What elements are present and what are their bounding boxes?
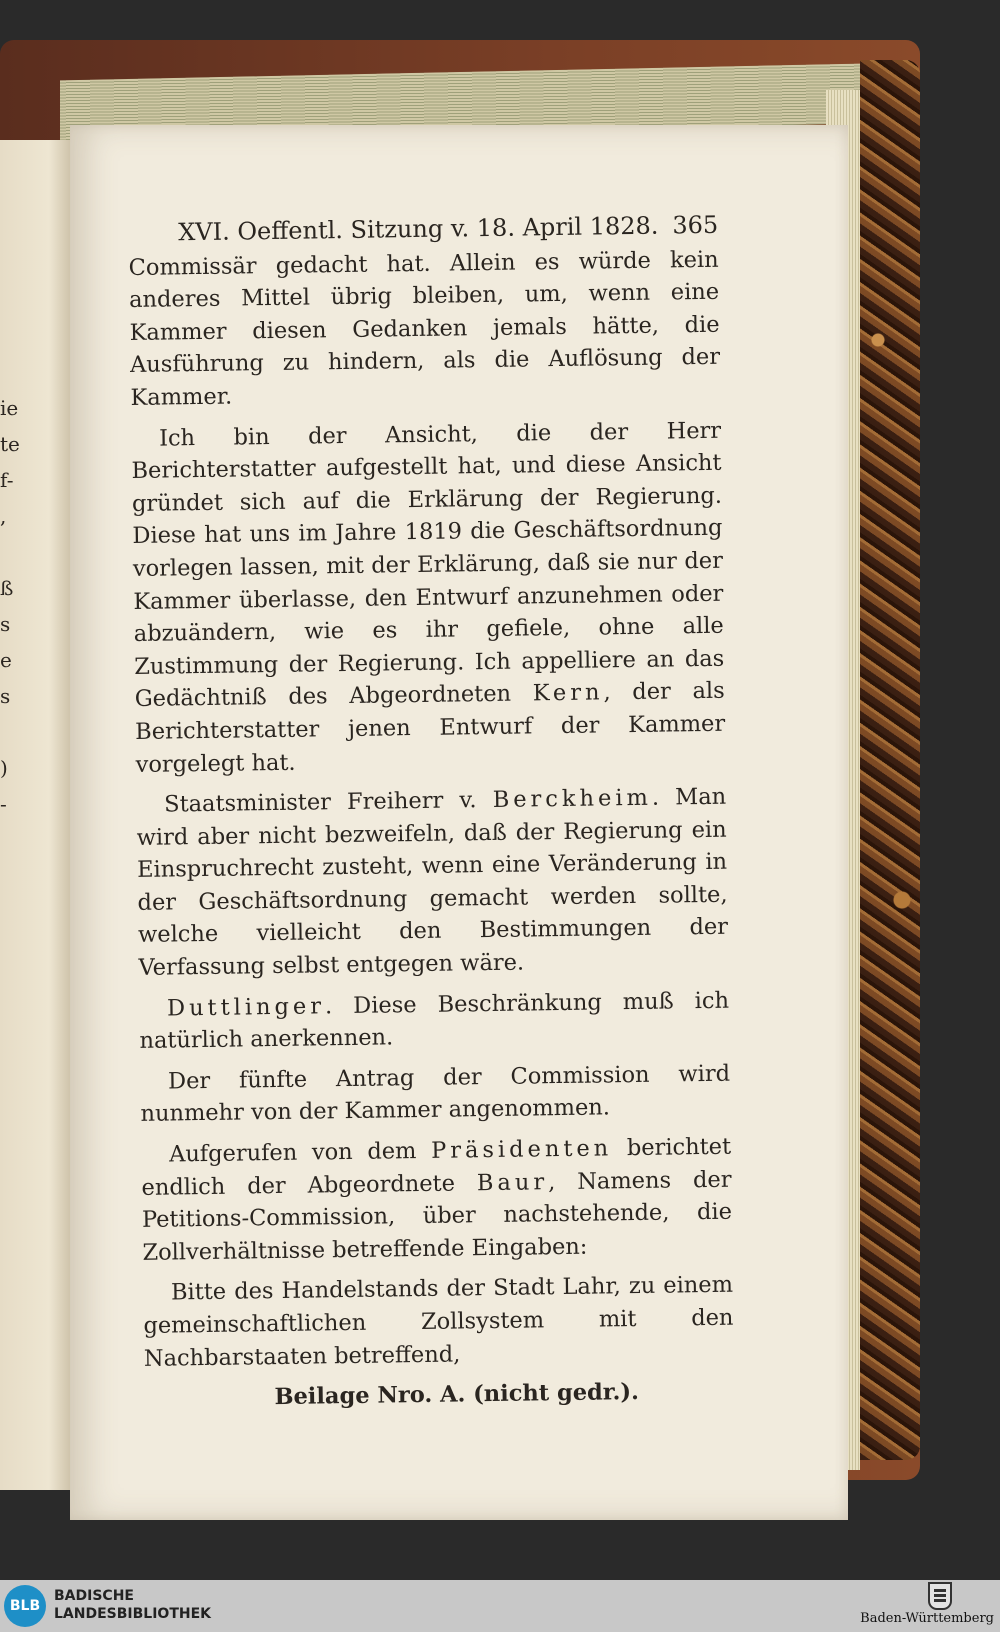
paragraph-6-text-b: berichtet endlich der Abgeordnete bbox=[141, 1133, 732, 1201]
running-header bbox=[128, 209, 718, 250]
marbled-cover-edge bbox=[860, 60, 920, 1460]
president-label: Präsidenten bbox=[430, 1135, 613, 1164]
paragraph-3-text-b: . Man wird aber nicht bezweifeln, daß der Regierung ein Einspruchrecht zusteht, wenn eine Veränderung in der Geschäftsordnung gemacht werden sollte, welche vielleicht den Bestimmungen der Verfassung selbst entgegen wäre. bbox=[136, 783, 729, 981]
library-name-line-2: LANDESBIBLIOTHEK bbox=[54, 1606, 212, 1622]
speaker-name-baur: Baur bbox=[476, 1168, 549, 1196]
speaker-name-kern: Kern bbox=[532, 679, 604, 707]
margin-fragment: ß bbox=[0, 576, 14, 600]
speaker-name-berckheim: Berckheim bbox=[492, 784, 653, 814]
speaker-name-duttlinger: Duttlinger bbox=[166, 992, 326, 1022]
margin-fragment: - bbox=[0, 792, 7, 816]
paragraph-3-text-a: Staatsminister Freiherr v. bbox=[164, 787, 493, 818]
paragraph-7: Bitte des Handelstands der Stadt Lahr, zu einem gemeinschaftlichen Zollsystem mit den Nachbarstaaten betreffend, bbox=[143, 1272, 734, 1372]
paragraph-4 bbox=[139, 984, 730, 1057]
state-crest-icon bbox=[928, 1582, 952, 1610]
margin-fragment: ie bbox=[0, 396, 19, 420]
paragraph-4-text: . Diese Beschränkung muß ich natürlich anerkennen. bbox=[139, 987, 730, 1055]
paragraph-5: Der fünfte Antrag der Commission wird nunmehr von der Kammer angenommen. bbox=[140, 1060, 731, 1128]
state-label[interactable]: Baden-Württemberg bbox=[860, 1611, 994, 1626]
header-title: XVI. Oeffentl. Sitzung v. 18. April 1828. bbox=[178, 211, 659, 247]
footer-bar bbox=[0, 1580, 1000, 1632]
paragraph-2-text-b: , der als Berichterstatter jenen Entwurf der Kammer vorgelegt hat. bbox=[135, 678, 726, 778]
page-text bbox=[128, 209, 735, 1424]
library-name-line-1: BADISCHE bbox=[54, 1588, 134, 1604]
paragraph-2-text-a: Ich bin der Ansicht, die der Herr Berichterstatter aufgestellt hat, und diese Ansicht gründet sich auf die Erklärung der Regierung. Diese hat uns im Jahre 1819 die Geschäftsordnung vorlegen lassen, mit der Erklärung, daß sie nur der Kammer überlasse, den Entwurf anzunehmen oder abzuändern, wie es ihr gefiele, ohne alle Zustimmung der Regierung. Ich appelliere an das Gedächtniß des Abgeordneten bbox=[131, 417, 725, 713]
paragraph-6-text-c: , Namens der Petitions-Commission, über nachstehende, die Zollverhältnisse betreffende Eingaben: bbox=[141, 1166, 733, 1266]
library-name[interactable] bbox=[54, 1587, 211, 1623]
beilage-note: Beilage Nro. A. (nicht gedr.). bbox=[274, 1379, 640, 1411]
right-page bbox=[70, 125, 848, 1520]
margin-fragment bbox=[0, 714, 18, 750]
margin-fragment: ) bbox=[0, 756, 8, 780]
margin-fragment: te bbox=[0, 432, 20, 456]
left-page bbox=[0, 140, 70, 1490]
paragraph-1: Commissär gedacht hat. Allein es würde kein anderes Mittel übrig bleiben, um, wenn eine Kammer diesen Gedanken jemals hätte, die Ausführung zu hindern, als die Auflösung der Kammer. bbox=[128, 246, 721, 411]
blb-logo-icon[interactable]: BLB bbox=[4, 1585, 46, 1627]
margin-fragment bbox=[0, 534, 18, 570]
paragraph-6-text-a: Aufgerufen von dem bbox=[168, 1137, 432, 1168]
page-number: 365 bbox=[672, 210, 719, 240]
paragraph-2 bbox=[131, 414, 726, 781]
paragraph-3 bbox=[136, 781, 729, 985]
margin-fragment: s bbox=[0, 612, 11, 636]
paragraph-6 bbox=[141, 1131, 733, 1270]
margin-fragment: e bbox=[0, 648, 12, 672]
margin-fragment: , bbox=[0, 504, 7, 528]
left-page-margin-text bbox=[0, 390, 18, 822]
margin-fragment: s bbox=[0, 684, 11, 708]
margin-fragment: f- bbox=[0, 468, 14, 492]
